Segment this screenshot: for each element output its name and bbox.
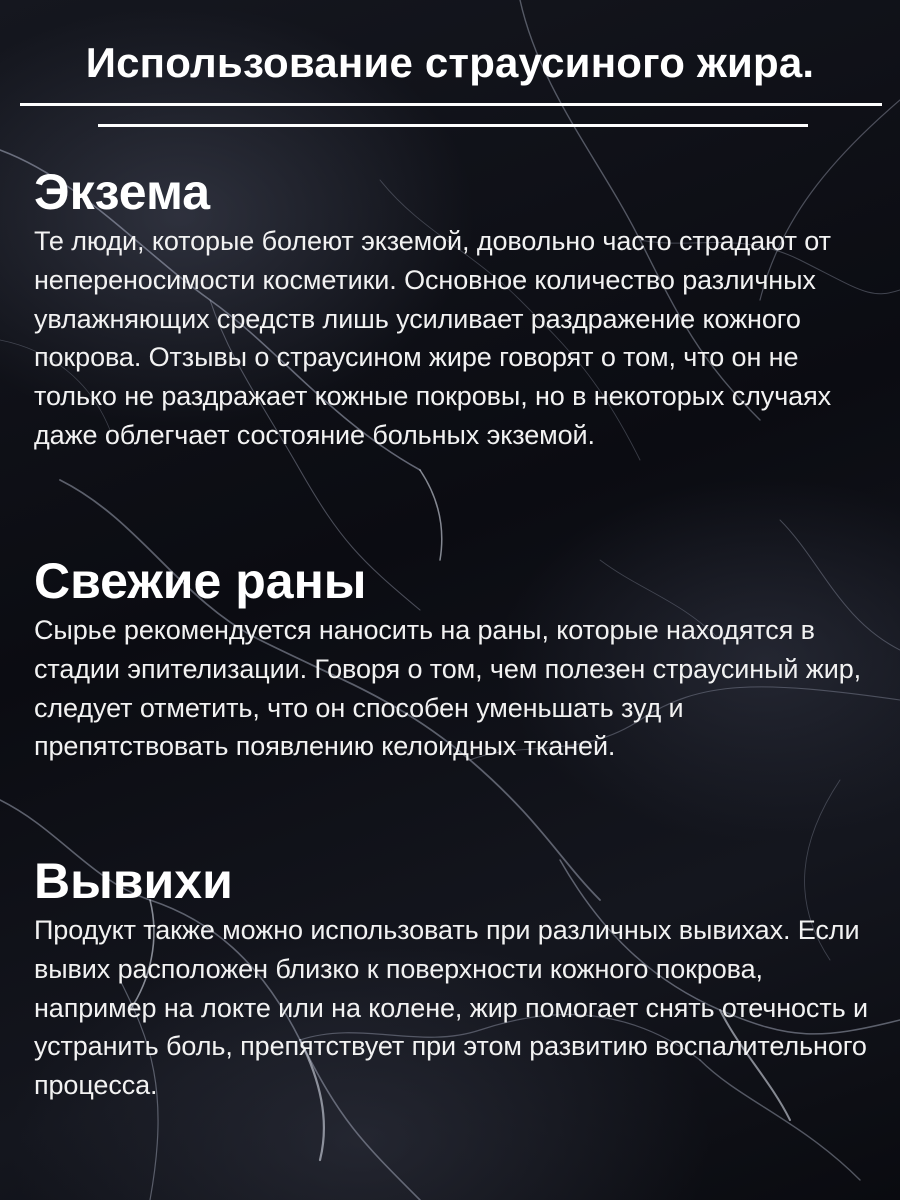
title-underline-long [20, 103, 882, 106]
page-title: Использование страусиного жира. [85, 39, 815, 86]
section-dislocations [34, 853, 884, 1105]
section-heading: Экзема [34, 164, 211, 220]
section-eczema [34, 164, 884, 455]
section-fresh-wounds [34, 553, 884, 766]
title-underline-short [98, 124, 808, 127]
section-heading: Свежие раны [34, 553, 367, 609]
section-text: Те люди, которые болеют экземой, довольно часто страдают от непереносимости косметики. Основное количество различных увлажняющих средств лишь усиливает раздражение кожного покрова. Отзывы о страусином жире говорят о том, что он не только не раздражает кожные покровы, но в некоторых случаях даже облегчает состояние больных экземой. [34, 226, 831, 450]
section-text: Сырье рекомендуется наносить на раны, которые находятся в стадии эпителизации. Говоря о том, чем полезен страусиный жир, следует отметить, что он способен уменьшать зуд и препятствовать появлению келоидных тканей. [34, 615, 862, 762]
section-text: Продукт также можно использовать при различных вывихах. Если вывих расположен близко к поверхности кожного покрова, например на локте или на колене, жир помогает снять отечность и устранить боль, препятствует при этом развитию воспалительного процесса. [34, 915, 868, 1101]
section-heading: Вывихи [34, 853, 233, 909]
